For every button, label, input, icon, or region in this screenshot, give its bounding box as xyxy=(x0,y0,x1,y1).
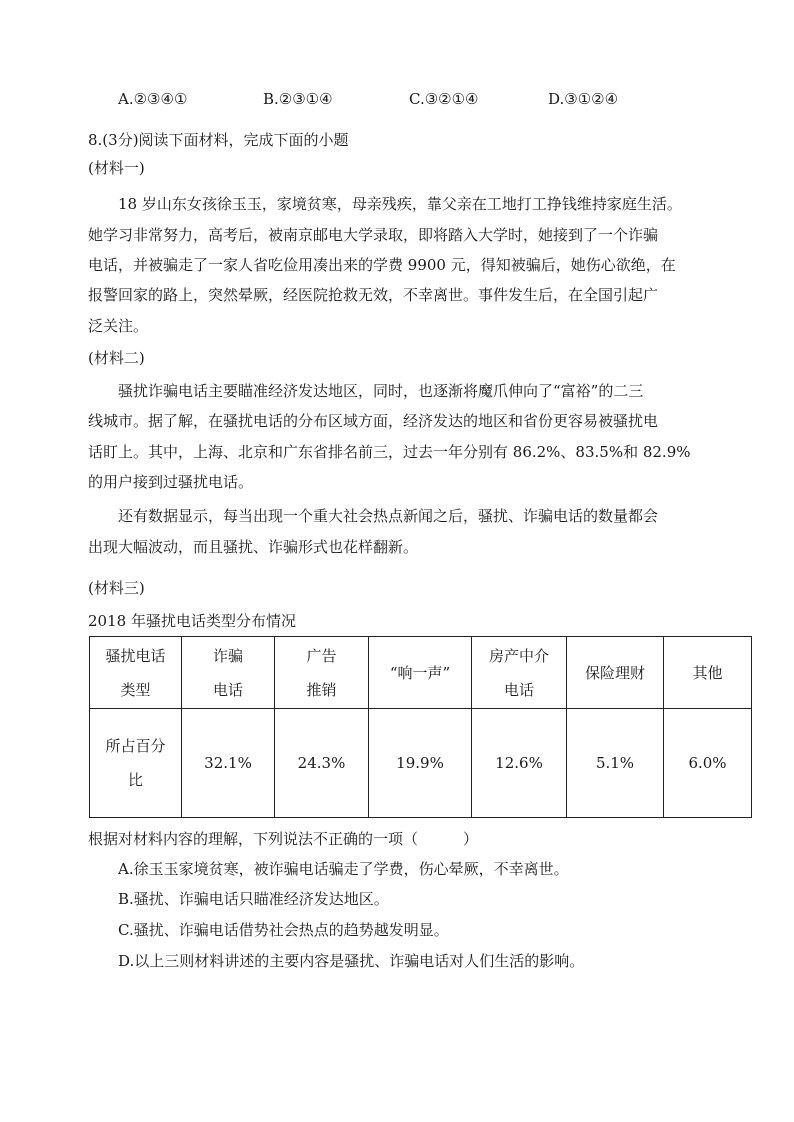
table-header-cell: 房产中介 电话 xyxy=(472,637,567,709)
table-header-cell: 骚扰电话 类型 xyxy=(90,637,182,709)
choice-a: A.徐玉玉家境贫寒，被诈骗电话骗走了学费，伤心晕厥，不幸离世。 xyxy=(118,860,569,878)
question-header: 8.(3分)阅读下面材料，完成下面的小题 xyxy=(88,131,349,149)
table-cell: 6.0% xyxy=(664,709,752,818)
option-c-prev: C.③②①④ xyxy=(409,90,479,108)
material-2-line: 话盯上。其中，上海、北京和广东省排名前三，过去一年分别有 86.2%、83.5%和 82.9% xyxy=(88,443,691,461)
material-2-line: 出现大幅波动，而且骚扰、诈骗形式也花样翻新。 xyxy=(88,538,419,556)
table-row-label: 所占百分 比 xyxy=(90,709,182,818)
table-cell: 5.1% xyxy=(567,709,664,818)
material-2-line: 的用户接到过骚扰电话。 xyxy=(88,473,254,491)
material-2-line: 还有数据显示，每当出现一个重大社会热点新闻之后，骚扰、诈骗电话的数量都会 xyxy=(118,507,659,525)
table-header-cell: 广告 推销 xyxy=(275,637,369,709)
material-1-line: 她学习非常努力，高考后，被南京邮电大学录取，即将踏入大学时，她接到了一个诈骗 xyxy=(88,226,659,244)
choice-d: D.以上三则材料讲述的主要内容是骚扰、诈骗电话对人们生活的影响。 xyxy=(118,952,585,970)
table-cell: 12.6% xyxy=(472,709,567,818)
material-2-title: (材料二) xyxy=(88,349,145,367)
choice-c: C.骚扰、诈骗电话借势社会热点的趋势越发明显。 xyxy=(118,921,449,939)
material-1-line: 18 岁山东女孩徐玉玉，家境贫寒，母亲残疾，靠父亲在工地打工挣钱维持家庭生活。 xyxy=(118,195,682,213)
material-2-line: 骚扰诈骗电话主要瞄准经济发达地区，同时，也逐渐将魔爪伸向了“富裕”的二三 xyxy=(118,382,644,400)
material-1-line: 泛关注。 xyxy=(88,317,149,335)
table-header-cell: 保险理财 xyxy=(567,637,664,709)
table-header-row xyxy=(90,637,752,709)
material-1-title: (材料一) xyxy=(88,159,145,177)
choice-b: B.骚扰、诈骗电话只瞄准经济发达地区。 xyxy=(118,890,389,908)
material-1-line: 电话，并被骗走了一家人省吃俭用凑出来的学费 9900 元，得知被骗后，她伤心欲绝，在 xyxy=(88,256,676,274)
question-stem: 根据对材料内容的理解，下列说法不正确的一项（ ） xyxy=(88,830,479,848)
option-a-prev: A.②③④① xyxy=(118,90,188,108)
table-cell: 19.9% xyxy=(369,709,472,818)
table-caption: 2018 年骚扰电话类型分布情况 xyxy=(88,612,296,630)
table-header-cell: “响一声” xyxy=(369,637,472,709)
distribution-table xyxy=(89,636,752,818)
table-cell: 24.3% xyxy=(275,709,369,818)
material-3-title: (材料三) xyxy=(88,579,145,597)
material-2-line: 线城市。据了解，在骚扰电话的分布区域方面，经济发达的地区和省份更容易被骚扰电 xyxy=(88,412,659,430)
material-1-line: 报警回家的路上，突然晕厥，经医院抢救无效，不幸离世。事件发生后，在全国引起广 xyxy=(88,286,659,304)
option-b-prev: B.②③①④ xyxy=(263,90,333,108)
table-row xyxy=(90,709,752,818)
table-cell: 32.1% xyxy=(182,709,275,818)
option-d-prev: D.③①②④ xyxy=(548,90,619,108)
table-header-cell: 其他 xyxy=(664,637,752,709)
table-header-cell: 诈骗 电话 xyxy=(182,637,275,709)
